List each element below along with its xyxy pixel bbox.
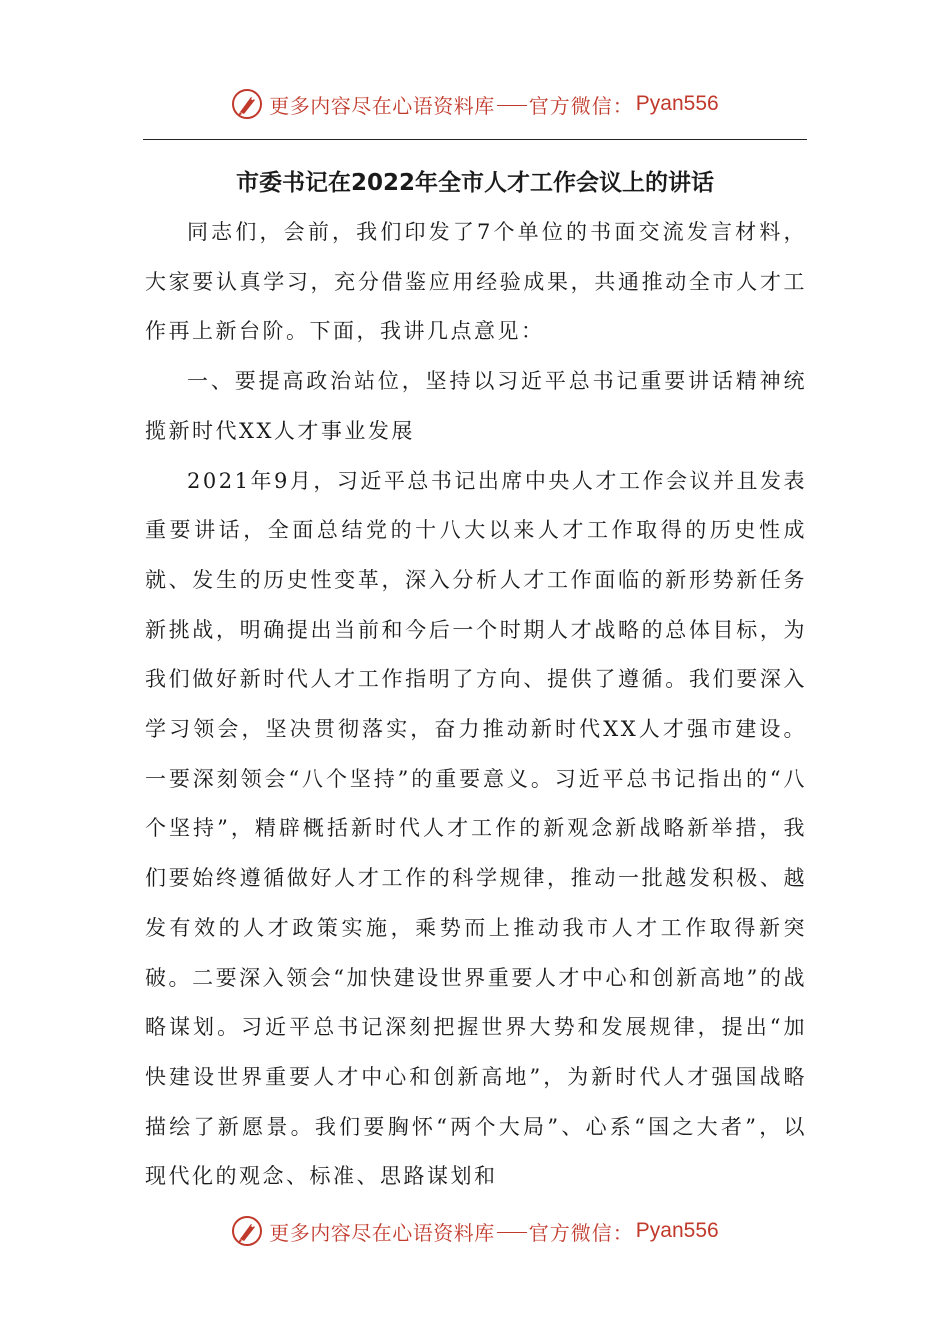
banner-wechat-label: 官方微信：	[528, 1220, 634, 1245]
paragraph-heading-one: 一、要提高政治站位，坚持以习近平总书记重要讲话精神统揽新时代XX人才事业发展	[145, 369, 807, 443]
document-title: 市委书记在2022年全市人才工作会议上的讲话	[235, 170, 714, 196]
paragraph-body: 2021年9月，习近平总书记出席中央人才工作会议并且发表重要讲话，全面总结党的十八大以来人才工作取得的历史性成就、发生的历史性变革，深入分析人才工作面临的新形势新任务新挑战，明确提出当前和今后一个时期人才战略的总体目标，为我们做好新时代人才工作指明了方向、提供了遵循。我们要深入学习领会，坚决贯彻落实，奋力推动新时代XX人才强市建设。一要深刻领会“八个坚持”的重要意义。习近平总书记指出的“八个坚持”，精辟概括新时代人才工作的新观念新战略新举措，我们要始终遵循做好人才工作的科学规律，推动一批越发积极、越发有效的人才政策实施，乘势而上推动我市人才工作取得新突破。二要深入领会“加快建设世界重要人才中心和创新高地”的战略谋划。习近平总书记深刻把握世界大势和发展规律，提出“加快建设世界重要人才中心和创新高地”，为新时代人才强国战略描绘了新愿景。我们要胸怀“两个大局”、心系“国之大者”，以现代化的观念、标准、思路谋划和	[145, 468, 807, 1189]
header-watermark-banner	[0, 84, 950, 124]
paragraph-intro: 同志们，会前，我们印发了7个单位的书面交流发言材料，大家要认真学习，充分借鉴应用经验成果，共通推动全市人才工作再上新台阶。下面，我讲几点意见：	[145, 220, 807, 344]
banner-text: 更多内容尽在心语资料库	[269, 1220, 495, 1245]
footer-watermark-banner	[0, 1211, 950, 1251]
banner-text: 更多内容尽在心语资料库	[269, 93, 495, 118]
pen-nib-logo-icon	[231, 88, 263, 120]
pen-nib-logo-icon	[231, 1215, 263, 1247]
banner-wechat-label: 官方微信：	[528, 93, 634, 118]
banner-dash-divider	[497, 1232, 527, 1233]
banner-wechat-id: Pyan556	[635, 1219, 719, 1242]
banner-wechat-id: Pyan556	[635, 92, 719, 115]
banner-dash-divider	[497, 105, 527, 106]
header-divider	[143, 139, 807, 140]
document-body	[145, 208, 807, 1202]
